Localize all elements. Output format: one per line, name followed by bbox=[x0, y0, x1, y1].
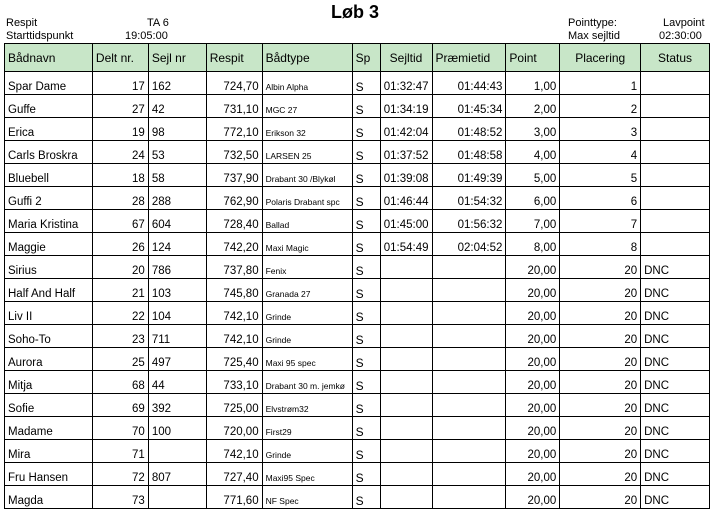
cell-sp: S bbox=[352, 371, 380, 394]
cell-boat-type: MGC 27 bbox=[262, 95, 352, 118]
cell-sail-nr: 103 bbox=[148, 279, 206, 302]
cell-status: DNC bbox=[641, 325, 710, 348]
cell-prize-time bbox=[432, 256, 506, 279]
cell-boat-name: Sirius bbox=[5, 256, 93, 279]
cell-sail-time bbox=[380, 394, 432, 417]
cell-sp: S bbox=[352, 417, 380, 440]
cell-sail-time bbox=[380, 486, 432, 509]
cell-sail-time bbox=[380, 256, 432, 279]
cell-point: 2,00 bbox=[506, 95, 560, 118]
cell-boat-name: Guffi 2 bbox=[5, 187, 93, 210]
col-header-sejl: Sejl nr bbox=[148, 44, 206, 72]
cell-sail-nr: 392 bbox=[148, 394, 206, 417]
cell-sail-nr: 786 bbox=[148, 256, 206, 279]
cell-respit: 727,40 bbox=[206, 463, 262, 486]
cell-sail-time bbox=[380, 348, 432, 371]
cell-placement: 20 bbox=[560, 417, 641, 440]
cell-point: 5,00 bbox=[506, 164, 560, 187]
cell-boat-type: Albin Alpha bbox=[262, 72, 352, 95]
cell-status: DNC bbox=[641, 463, 710, 486]
cell-prize-time: 02:04:52 bbox=[432, 233, 506, 256]
page-title: Løb 3 bbox=[331, 2, 379, 22]
cell-delt-nr: 26 bbox=[92, 233, 148, 256]
cell-placement: 7 bbox=[560, 210, 641, 233]
cell-prize-time bbox=[432, 348, 506, 371]
cell-boat-name: Sofie bbox=[5, 394, 93, 417]
cell-delt-nr: 67 bbox=[92, 210, 148, 233]
cell-placement: 6 bbox=[560, 187, 641, 210]
col-header-type: Bådtype bbox=[262, 44, 352, 72]
max-sailtime-value: 02:30:00 bbox=[659, 30, 702, 42]
cell-respit: 725,40 bbox=[206, 348, 262, 371]
table-row bbox=[5, 141, 710, 164]
cell-boat-name: Maria Kristina bbox=[5, 210, 93, 233]
cell-sail-nr: 711 bbox=[148, 325, 206, 348]
cell-prize-time bbox=[432, 440, 506, 463]
cell-prize-time: 01:56:32 bbox=[432, 210, 506, 233]
cell-delt-nr: 28 bbox=[92, 187, 148, 210]
cell-sail-nr bbox=[148, 486, 206, 509]
cell-point: 20,00 bbox=[506, 371, 560, 394]
cell-placement: 2 bbox=[560, 95, 641, 118]
table-row bbox=[5, 187, 710, 210]
start-time-value: 19:05:00 bbox=[125, 30, 168, 42]
cell-status: DNC bbox=[641, 440, 710, 463]
cell-prize-time: 01:54:32 bbox=[432, 187, 506, 210]
cell-delt-nr: 68 bbox=[92, 371, 148, 394]
cell-sp: S bbox=[352, 141, 380, 164]
cell-boat-name: Carls Broskra bbox=[5, 141, 93, 164]
cell-point: 3,00 bbox=[506, 118, 560, 141]
cell-placement: 1 bbox=[560, 72, 641, 95]
cell-placement: 20 bbox=[560, 440, 641, 463]
cell-delt-nr: 24 bbox=[92, 141, 148, 164]
cell-respit: 742,10 bbox=[206, 440, 262, 463]
cell-sail-nr: 497 bbox=[148, 348, 206, 371]
cell-point: 1,00 bbox=[506, 72, 560, 95]
table-row bbox=[5, 325, 710, 348]
cell-status bbox=[641, 164, 710, 187]
cell-delt-nr: 19 bbox=[92, 118, 148, 141]
cell-boat-type: NF Spec bbox=[262, 486, 352, 509]
cell-sail-time bbox=[380, 417, 432, 440]
cell-respit: 772,10 bbox=[206, 118, 262, 141]
cell-sail-time bbox=[380, 302, 432, 325]
pointtype-label: Pointtype: bbox=[568, 17, 617, 29]
cell-delt-nr: 25 bbox=[92, 348, 148, 371]
cell-respit: 724,70 bbox=[206, 72, 262, 95]
cell-delt-nr: 73 bbox=[92, 486, 148, 509]
cell-sail-time: 01:45:00 bbox=[380, 210, 432, 233]
cell-sail-nr: 124 bbox=[148, 233, 206, 256]
cell-delt-nr: 71 bbox=[92, 440, 148, 463]
cell-boat-type: Grinde bbox=[262, 302, 352, 325]
cell-boat-name: Mitja bbox=[5, 371, 93, 394]
cell-sp: S bbox=[352, 440, 380, 463]
cell-respit: 742,20 bbox=[206, 233, 262, 256]
cell-boat-name: Half And Half bbox=[5, 279, 93, 302]
cell-sail-time: 01:34:19 bbox=[380, 95, 432, 118]
cell-boat-type: Ballad bbox=[262, 210, 352, 233]
table-row bbox=[5, 463, 710, 486]
col-header-status: Status bbox=[641, 44, 710, 72]
cell-point: 6,00 bbox=[506, 187, 560, 210]
cell-prize-time bbox=[432, 325, 506, 348]
cell-delt-nr: 18 bbox=[92, 164, 148, 187]
cell-respit: 725,00 bbox=[206, 394, 262, 417]
cell-delt-nr: 22 bbox=[92, 302, 148, 325]
cell-boat-name: Aurora bbox=[5, 348, 93, 371]
cell-sail-time bbox=[380, 279, 432, 302]
cell-prize-time bbox=[432, 486, 506, 509]
cell-prize-time bbox=[432, 302, 506, 325]
start-time-label: Starttidspunkt bbox=[6, 30, 74, 42]
cell-boat-name: Bluebell bbox=[5, 164, 93, 187]
cell-boat-name: Liv II bbox=[5, 302, 93, 325]
cell-boat-name: Fru Hansen bbox=[5, 463, 93, 486]
cell-respit: 742,10 bbox=[206, 302, 262, 325]
cell-status bbox=[641, 187, 710, 210]
table-row bbox=[5, 279, 710, 302]
table-row bbox=[5, 95, 710, 118]
table-row bbox=[5, 302, 710, 325]
cell-prize-time: 01:48:52 bbox=[432, 118, 506, 141]
cell-prize-time bbox=[432, 279, 506, 302]
cell-delt-nr: 27 bbox=[92, 95, 148, 118]
cell-boat-type: Maxi 95 spec bbox=[262, 348, 352, 371]
cell-respit: 732,50 bbox=[206, 141, 262, 164]
cell-status: DNC bbox=[641, 417, 710, 440]
cell-sail-nr: 98 bbox=[148, 118, 206, 141]
cell-boat-name: Magda bbox=[5, 486, 93, 509]
cell-status: DNC bbox=[641, 348, 710, 371]
cell-boat-type: Granada 27 bbox=[262, 279, 352, 302]
table-row bbox=[5, 164, 710, 187]
cell-sp: S bbox=[352, 95, 380, 118]
cell-status bbox=[641, 233, 710, 256]
table-row bbox=[5, 233, 710, 256]
cell-prize-time: 01:44:43 bbox=[432, 72, 506, 95]
cell-sail-nr: 53 bbox=[148, 141, 206, 164]
cell-sp: S bbox=[352, 256, 380, 279]
cell-status bbox=[641, 95, 710, 118]
results-table bbox=[4, 43, 710, 509]
cell-sp: S bbox=[352, 279, 380, 302]
table-row bbox=[5, 440, 710, 463]
cell-respit: 733,10 bbox=[206, 371, 262, 394]
cell-sp: S bbox=[352, 325, 380, 348]
cell-sp: S bbox=[352, 394, 380, 417]
cell-boat-type: Fenix bbox=[262, 256, 352, 279]
header-row bbox=[5, 44, 710, 72]
cell-point: 7,00 bbox=[506, 210, 560, 233]
cell-sp: S bbox=[352, 210, 380, 233]
cell-placement: 5 bbox=[560, 164, 641, 187]
cell-boat-type: Drabant 30 /Blykøl bbox=[262, 164, 352, 187]
cell-sp: S bbox=[352, 463, 380, 486]
cell-status: DNC bbox=[641, 302, 710, 325]
cell-boat-type: Drabant 30 m. jemkø bbox=[262, 371, 352, 394]
cell-sp: S bbox=[352, 233, 380, 256]
respit-value: TA 6 bbox=[147, 17, 169, 29]
table-row bbox=[5, 72, 710, 95]
cell-prize-time: 01:49:39 bbox=[432, 164, 506, 187]
cell-placement: 20 bbox=[560, 394, 641, 417]
cell-prize-time bbox=[432, 371, 506, 394]
col-header-placering: Placering bbox=[560, 44, 641, 72]
cell-placement: 20 bbox=[560, 463, 641, 486]
cell-placement: 3 bbox=[560, 118, 641, 141]
table-row bbox=[5, 394, 710, 417]
cell-status: DNC bbox=[641, 486, 710, 509]
cell-placement: 20 bbox=[560, 348, 641, 371]
cell-sail-time: 01:42:04 bbox=[380, 118, 432, 141]
cell-boat-type: Maxi Magic bbox=[262, 233, 352, 256]
col-header-praemietid: Præmietid bbox=[432, 44, 506, 72]
cell-point: 8,00 bbox=[506, 233, 560, 256]
cell-sail-nr: 42 bbox=[148, 95, 206, 118]
cell-placement: 4 bbox=[560, 141, 641, 164]
table-row bbox=[5, 348, 710, 371]
respit-label: Respit bbox=[6, 17, 38, 29]
cell-boat-name: Soho-To bbox=[5, 325, 93, 348]
cell-prize-time bbox=[432, 394, 506, 417]
cell-point: 20,00 bbox=[506, 348, 560, 371]
cell-status: DNC bbox=[641, 394, 710, 417]
table-row bbox=[5, 210, 710, 233]
cell-point: 20,00 bbox=[506, 256, 560, 279]
cell-sail-nr: 44 bbox=[148, 371, 206, 394]
cell-sp: S bbox=[352, 118, 380, 141]
cell-respit: 742,10 bbox=[206, 325, 262, 348]
cell-boat-name: Madame bbox=[5, 417, 93, 440]
cell-boat-type: Grinde bbox=[262, 325, 352, 348]
table-row bbox=[5, 118, 710, 141]
cell-boat-name: Erica bbox=[5, 118, 93, 141]
cell-sp: S bbox=[352, 72, 380, 95]
cell-respit: 720,00 bbox=[206, 417, 262, 440]
cell-respit: 762,90 bbox=[206, 187, 262, 210]
cell-sail-nr: 807 bbox=[148, 463, 206, 486]
cell-placement: 8 bbox=[560, 233, 641, 256]
cell-prize-time bbox=[432, 417, 506, 440]
col-header-respit: Respit bbox=[206, 44, 262, 72]
cell-status bbox=[641, 141, 710, 164]
cell-sail-time: 01:37:52 bbox=[380, 141, 432, 164]
cell-prize-time bbox=[432, 463, 506, 486]
table-row bbox=[5, 486, 710, 509]
cell-sail-nr: 162 bbox=[148, 72, 206, 95]
cell-delt-nr: 69 bbox=[92, 394, 148, 417]
cell-respit: 771,60 bbox=[206, 486, 262, 509]
cell-placement: 20 bbox=[560, 302, 641, 325]
cell-placement: 20 bbox=[560, 325, 641, 348]
max-sailtime-label: Max sejltid bbox=[568, 30, 620, 42]
cell-delt-nr: 72 bbox=[92, 463, 148, 486]
cell-point: 20,00 bbox=[506, 417, 560, 440]
cell-sail-time bbox=[380, 463, 432, 486]
cell-point: 20,00 bbox=[506, 394, 560, 417]
cell-sail-nr: 288 bbox=[148, 187, 206, 210]
cell-boat-name: Spar Dame bbox=[5, 72, 93, 95]
cell-sail-nr: 604 bbox=[148, 210, 206, 233]
cell-delt-nr: 17 bbox=[92, 72, 148, 95]
cell-respit: 731,10 bbox=[206, 95, 262, 118]
cell-sail-time: 01:46:44 bbox=[380, 187, 432, 210]
cell-sail-time: 01:54:49 bbox=[380, 233, 432, 256]
cell-point: 4,00 bbox=[506, 141, 560, 164]
cell-prize-time: 01:45:34 bbox=[432, 95, 506, 118]
cell-delt-nr: 23 bbox=[92, 325, 148, 348]
cell-sail-time bbox=[380, 325, 432, 348]
cell-delt-nr: 21 bbox=[92, 279, 148, 302]
col-header-sejltid: Sejltid bbox=[380, 44, 432, 72]
cell-sp: S bbox=[352, 187, 380, 210]
pointtype-value: Lavpoint bbox=[663, 17, 705, 29]
cell-boat-type: LARSEN 25 bbox=[262, 141, 352, 164]
cell-sail-nr: 58 bbox=[148, 164, 206, 187]
cell-respit: 737,90 bbox=[206, 164, 262, 187]
cell-point: 20,00 bbox=[506, 486, 560, 509]
col-header-name: Bådnavn bbox=[5, 44, 93, 72]
cell-sp: S bbox=[352, 164, 380, 187]
table-row bbox=[5, 256, 710, 279]
cell-delt-nr: 70 bbox=[92, 417, 148, 440]
table-row bbox=[5, 417, 710, 440]
cell-respit: 745,80 bbox=[206, 279, 262, 302]
cell-status: DNC bbox=[641, 256, 710, 279]
table-row bbox=[5, 371, 710, 394]
cell-prize-time: 01:48:58 bbox=[432, 141, 506, 164]
cell-status bbox=[641, 118, 710, 141]
cell-sail-nr: 104 bbox=[148, 302, 206, 325]
cell-sail-time: 01:32:47 bbox=[380, 72, 432, 95]
cell-sp: S bbox=[352, 486, 380, 509]
cell-point: 20,00 bbox=[506, 325, 560, 348]
cell-boat-type: Erikson 32 bbox=[262, 118, 352, 141]
cell-status: DNC bbox=[641, 371, 710, 394]
cell-sail-time: 01:39:08 bbox=[380, 164, 432, 187]
cell-boat-type: Maxi95 Spec bbox=[262, 463, 352, 486]
cell-boat-name: Guffe bbox=[5, 95, 93, 118]
cell-respit: 737,80 bbox=[206, 256, 262, 279]
cell-status bbox=[641, 210, 710, 233]
cell-boat-type: Polaris Drabant spc bbox=[262, 187, 352, 210]
cell-boat-name: Maggie bbox=[5, 233, 93, 256]
cell-delt-nr: 20 bbox=[92, 256, 148, 279]
cell-point: 20,00 bbox=[506, 463, 560, 486]
cell-point: 20,00 bbox=[506, 279, 560, 302]
cell-status: DNC bbox=[641, 279, 710, 302]
cell-boat-name: Mira bbox=[5, 440, 93, 463]
cell-placement: 20 bbox=[560, 279, 641, 302]
cell-boat-type: First29 bbox=[262, 417, 352, 440]
cell-sail-time bbox=[380, 371, 432, 394]
cell-sail-nr bbox=[148, 440, 206, 463]
cell-boat-type: Elvstrøm32 bbox=[262, 394, 352, 417]
cell-sp: S bbox=[352, 348, 380, 371]
cell-respit: 728,40 bbox=[206, 210, 262, 233]
cell-boat-type: Grinde bbox=[262, 440, 352, 463]
cell-sail-nr: 100 bbox=[148, 417, 206, 440]
cell-placement: 20 bbox=[560, 371, 641, 394]
cell-placement: 20 bbox=[560, 256, 641, 279]
col-header-sp: Sp bbox=[352, 44, 380, 72]
cell-point: 20,00 bbox=[506, 302, 560, 325]
col-header-delt: Delt nr. bbox=[92, 44, 148, 72]
cell-status bbox=[641, 72, 710, 95]
cell-placement: 20 bbox=[560, 486, 641, 509]
col-header-point: Point bbox=[506, 44, 560, 72]
cell-point: 20,00 bbox=[506, 440, 560, 463]
cell-sail-time bbox=[380, 440, 432, 463]
cell-sp: S bbox=[352, 302, 380, 325]
